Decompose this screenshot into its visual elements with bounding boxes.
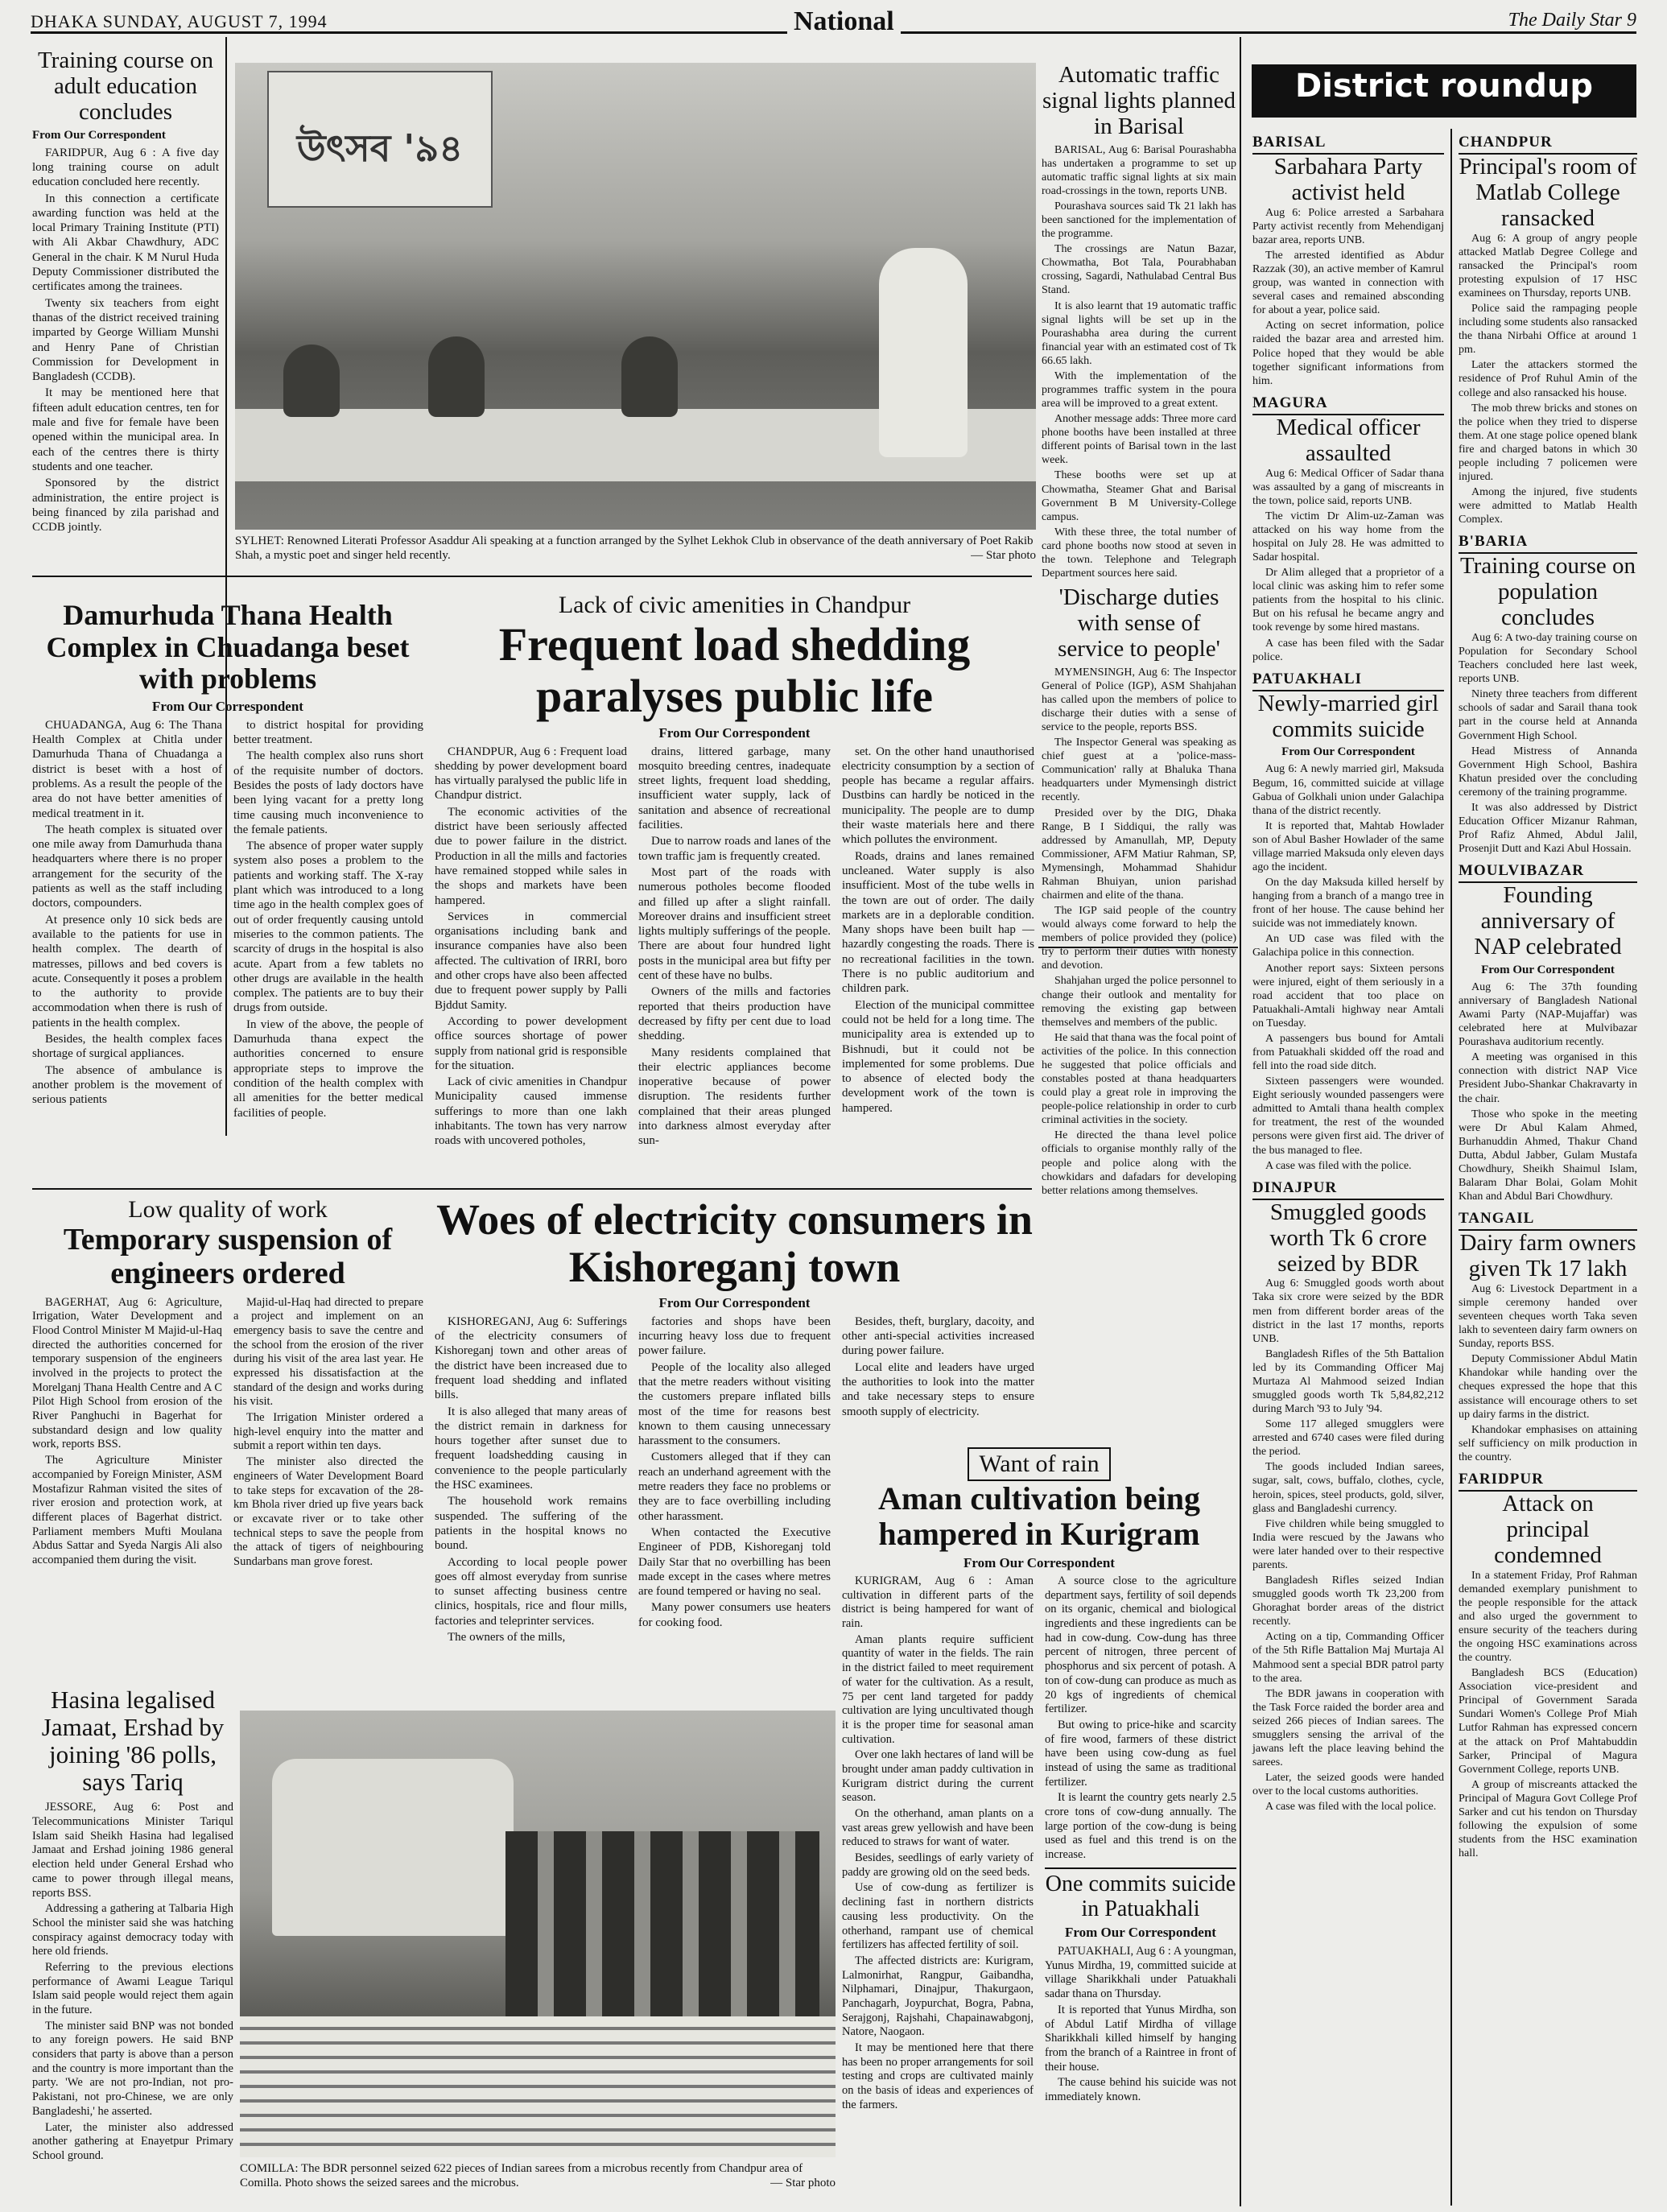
paragraph: BARISAL, Aug 6: Barisal Pourashabha has undertaken a programme to set up automatic traffic signal lights at six main road-crossings in the town, reports UNB. (1042, 143, 1236, 197)
article-body (1459, 1569, 1637, 1861)
paragraph: Many power consumers use heaters for cooking food. (638, 1601, 831, 1629)
headline: Hasina legalised Jamaat, Ershad by joining '86 polls, says Tariq (41, 1686, 225, 1797)
paragraph: It may be mentioned here that fifteen adult education centres, ten for male and five for female have been opened within the municipal area. In each of the centres there is thirty students and one teacher. (32, 386, 219, 473)
paragraph: When contacted the Executive Engineer of PDB, Kishoreganj told Daily Star that no overbilling has been made except in the cases where metres are found tempered or having no seal. (638, 1525, 831, 1599)
paragraph: A group of miscreants attacked the Principal of Magura Govt College Prof Sarker and cut his tendon on Thursday following the expulsion of some students from the HSC examination hall. (1459, 1778, 1637, 1860)
kicker-wrap (842, 1447, 1236, 1481)
photo-caption (240, 2161, 836, 2190)
paragraph: Twenty six teachers from eight thanas of the district received training imparted by George William Munshi and Henry Pane of Christian Commission for Development in Bangladesh (CCDB). (32, 296, 219, 384)
headline: Principal's room of Matlab College ransacked (1459, 154, 1637, 231)
person (621, 336, 678, 417)
headline: Smuggled goods worth Tk 6 crore seized by BDR (1269, 1199, 1427, 1277)
article-body (1459, 631, 1637, 856)
byline: From Our Correspondent (1481, 963, 1615, 976)
headline: Sarbahara Party activist held (1273, 154, 1423, 205)
paragraph: Sponsored by the district administration, the entire project is being financed by zila parishad and CCDB jointly. (32, 477, 219, 534)
paragraph: The minister said BNP was not bonded to any foreign powers. He said BNP considers that party is above than a person and the country is more important than the party. 'We are not pro-Indian, not pro-Pakistani, not pro-Chinese, we are only Bangladeshi,' he asserted. (32, 2019, 233, 2118)
paragraph: But owing to price-hike and scarcity of fire wood, farmers of these district have been using cow-dung as fuel instead of using the same as traditional fertilizer. (1045, 1718, 1236, 1789)
paragraph: Acting on secret information, police raided the bazar area and arrested him. Police hoped that they would be able together significant informations from him. (1252, 320, 1444, 387)
paragraph: In this connection a certificate awarding function was held at the local Primary Training Institute (PTI) with Ali Akbar Chawdhury, ADC General in the chair. K M Nurul Huda Deputy Commissioner distributed the certificates among the trainees. (32, 192, 219, 294)
paragraph: Another message adds: Three more card phone booths have been installed at three different points of Barisal town in the last week. (1042, 413, 1236, 467)
photo (240, 1711, 836, 2157)
paragraph: Election of the municipal committee could not be held for a long time. The municipality area is extended up to Bishnudi, but it could not be implemented for some problems. Due to absence of elected body the development work of the town is hampered. (842, 998, 1034, 1115)
paragraph: CHUADANGA, Aug 6: The Thana Health Complex at Chitla under Damurhuda Thana of Chuadanga a district is beset with a host of problems. As a result the people of the area do not have better amenities of medical treatment in it. (32, 718, 222, 820)
district-label: PATUAKHALI (1252, 671, 1444, 691)
paragraph: Roads, drains and lanes remained uncleaned. Water supply is also insufficient. Most of the tube wells in the town are out of order. The daily markets are in a deplorable condition. Many shops have been built hap — hazardly congesting the roads. There is no recreational facilities in the town. There is no public auditorium and children park. (842, 849, 1034, 996)
paragraph: The BDR jawans in cooperation with the Task Force raided the border area and seized 266 pieces of Indian sarees. The smugglers sensing the arrival of the jawans left the place leaving behind the sarees. (1252, 1687, 1444, 1769)
paragraph: It was also addressed by District Education Officer Mizanur Rahman, Prof Rafiz Ahmed, Abdul Jalil, Prosenjit Dutt and Kazi Abul Hossain. (1459, 801, 1637, 856)
caption-text: COMILLA: The BDR personnel seized 622 pieces of Indian sarees from a microbus recently from Chandpur area of Comilla. Photo shows the seized sarees and the microbus. (240, 2162, 803, 2189)
article-body (1459, 1282, 1637, 1464)
headline: Training course on population concludes (1459, 553, 1636, 631)
paragraph: It is also learnt that 19 automatic traffic signal lights will be set up in the Pourashabha area during the current financial year with an estimated cost of Tk 66.65 lakh. (1042, 299, 1236, 367)
headline: 'Discharge duties with sense of service to people' (1058, 584, 1220, 662)
paragraph: These booths were set up at Chowmatha, Steamer Ghat and Barisal Government B M University-College campus. (1042, 469, 1236, 523)
paragraph: The Agriculture Minister accompanied by Foreign Minister, ASM Mostafizur Rahman visited the sites of river erosion and protection work, at different places of Bagerhat district. Parliament members Mufti Moulana Abdus Sattar and Syeda Nargis Ali also accompanied them during the visit. (32, 1454, 222, 1566)
paragraph: drains, littered garbage, many mosquito breeding centres, inadequate street lights, frequent load shedding, insufficient water supply, lack of sanitation and absence of recreational facilities. (638, 745, 831, 832)
paragraph: Aug 6: Police arrested a Sarbahara Party activist recently from Mehendiganj bazar area, reports UNB. (1252, 206, 1444, 246)
section-rule (32, 1188, 1032, 1190)
headline: Newly-married girl commits suicide (1257, 690, 1439, 742)
paragraph: With the implementation of the programmes traffic system in the poura area will be improved to a great extent. (1042, 369, 1236, 411)
district-label: BARISAL (1252, 134, 1444, 155)
text-column (233, 1296, 423, 1571)
paragraph: Many residents complained that their electric appliances become inoperative because of power disruption. The residents further complained that their areas plunged into darkness almost everyday after sun- (638, 1046, 831, 1148)
paragraph: Aug 6: Medical Officer of Sadar thana was assaulted by a gang of miscreants in the town, police said, reports UNB. (1252, 467, 1444, 507)
article-hasina (32, 1686, 233, 2206)
paragraph: Use of cow-dung as fertilizer is declining fast in northern districts causing less productivity. On the otherhand, rampant use of chemical fertilizers has affected fertility of soil. (842, 1881, 1034, 1952)
paragraph: On the day Maksuda killed herself by hanging from a branch of a mango tree in front of her house. The cause behind her suicide was not immediately known. (1252, 877, 1444, 931)
headline: Damurhuda Thana Health Complex in Chuadanga beset with problems (46, 599, 410, 695)
paragraph: With these three, the total number of card phone booths now stood at seven in the town. Telephone and Telegraph Department sources here said. (1042, 526, 1236, 580)
paragraph: Customers alleged that if they can reach an underhand agreement with the metre readers they face no problems or they are to face overbilling including other harassment. (638, 1451, 831, 1523)
district-label: FARIDPUR (1459, 1471, 1637, 1492)
paragraph: Deputy Commissioner Abdul Matin Khandokar while handing over the cheques expressed the hope that this assistance will encourage others to set up dairy farms in the district. (1459, 1353, 1637, 1421)
paragraph: A case was filed with the police. (1265, 1159, 1412, 1172)
paragraph: PATUAKHALI, Aug 6 : A youngman, Yunus Mirdha, 19, committed suicide at village Sharikkhali under Patuakhali sadar thana on Thursday. (1045, 1945, 1236, 2001)
paragraph: The crossings are Natun Bazar, Chowmatha, Bot Tala, Pourabhaban crossing, Sagardi, Nathulabad Central Bus Stand. (1042, 243, 1236, 297)
article-training-adult (32, 48, 219, 572)
district-label: MAGURA (1252, 394, 1444, 415)
byline: From Our Correspondent (963, 1555, 1115, 1570)
paragraph: A source close to the agriculture department says, fertility of soil depends on its organic, chemical and biological ingredients and these ingredients can be had in cow-dung. Cow-dung has three percent of nitrogen, three percent of phosphorus and six percent of potash. A ton of cow-dung can produce as much as 20 kgs of ingredients of chemical fertilizer. (1045, 1574, 1236, 1716)
article-body (435, 745, 1034, 1150)
paragraph: to district hospital for providing better treatment. (233, 718, 423, 747)
paragraph: The owners of the mills, (448, 1631, 566, 1645)
paragraph: Those who spoke in the meeting were Dr Abul Kalam Ahmed, Burhanuddin Ahmed, Thakur Chand Dutta, Abdul Jabber, Gulam Mustafa Chowdhury, Sheikh Shaimul Islam, Balaram Dhar Bolai, Golam Mohit Khan and Abdul Bari Chowdhury. (1459, 1108, 1637, 1203)
person (428, 336, 485, 417)
paragraph: A case was filed with the local police. (1265, 1801, 1437, 1814)
paragraph: An UD case was filed with the Galachipa police in this connection. (1252, 933, 1444, 959)
section-rule (32, 576, 1032, 577)
paragraph: KURIGRAM, Aug 6 : Aman cultivation in different parts of the district is being hampered for want of rain. (842, 1574, 1034, 1631)
text-column (32, 1296, 222, 1571)
paragraph: Bangladesh Rifles of the 5th Battalion led by its Commanding Officer Maj Murtaza Al Mahmood seized Indian smuggled goods worth Tk 5,84,82,212 during March '93 to July '94. (1252, 1347, 1444, 1416)
article-body (1252, 762, 1444, 1172)
paragraph: CHANDPUR, Aug 6 : Frequent load shedding by power development board has virtually paralysed the public life in Chandpur district. (435, 745, 627, 803)
caption-text: SYLHET: Renowned Literati Professor Asaddur Ali speaking at a function arranged by the Sylhet Lekhok Club in observance of the death anniversary of Poet Rakib Shah, a mystic poet and singer held recently. (235, 534, 1034, 562)
paragraph: In a statement Friday, Prof Rahman demanded exemplary punishment to the people responsible for the attack and also urged the government to ensure security of the teachers during the ongoing HSC examinations across the country. (1459, 1569, 1637, 1665)
paragraph: He said that thana was the focal point of activities of the police. In this connection he suggested that police officials and constables posted at thana headquarters could play a great role in improving the people-police relationship in order to curb criminal activities in the society. (1042, 1031, 1236, 1127)
article-body (32, 146, 219, 535)
article-barisal-traffic (1042, 62, 1236, 1197)
paragraph: According to power development office sources shortage of power supply from national grid is responsible for the situation. (435, 1014, 627, 1072)
paragraph: The heath complex is situated over one mile away from Damurhuda thana headquarters where there is no proper arrangement for the security of the patients as well as the staff including doctors, compounders. (32, 823, 222, 910)
masthead (31, 6, 1636, 34)
paragraph: Later the attackers stormed the residence of Prof Ruhul Amin of the college and also ransacked his house. (1459, 359, 1637, 399)
byline: From Our Correspondent (32, 128, 166, 142)
paragraph: KISHOREGANJ, Aug 6: Sufferings of the electricity consumers of Kishoreganj town and other areas of the district have been increased due to frequent load shedding and inflated bills. (435, 1314, 627, 1402)
paragraph: Among the injured, five students were admitted to Matlab Health Complex. (1459, 486, 1637, 526)
paragraph: A meeting was organised in this connection with district NAP Vice President Jubo-Shankar Chakravarty in the chair. (1459, 1051, 1637, 1105)
section-title: National (787, 6, 901, 37)
person (283, 345, 340, 417)
article-body (1459, 232, 1637, 527)
microbus (272, 1759, 514, 1936)
paragraph: The cause behind his suicide was not immediately known. (1045, 2076, 1236, 2103)
text-column (638, 1314, 831, 1647)
paragraph: Dr Alim alleged that a proprietor of a local clinic was asking him to refer some patients from the hospital to his clinic. But on his refusal he became angry and took revenge by some hired mastans. (1252, 567, 1444, 634)
roundup-column-right (1459, 134, 1637, 2206)
article-body (32, 718, 423, 1122)
article-body (1459, 980, 1637, 1203)
headline: Frequent load shedding paralyses public life (498, 618, 971, 722)
text-column (32, 718, 222, 1122)
column-rule (1450, 129, 1452, 2206)
district-label: DINAJPUR (1252, 1179, 1444, 1200)
headline: Training course on adult education concludes (37, 47, 214, 125)
text-column (1045, 1574, 1236, 2114)
district-label: MOULVIBAZAR (1459, 862, 1637, 883)
paragraph: The health complex also runs short of the requisite number of doctors. Besides the posts of lady doctors have been lying vacant for a pretty long time causing much inconvenience to the female patients. (233, 749, 423, 836)
paragraph: Another report says: Sixteen persons were injured, eight of them seriously in a road accident that too place on Patuakhali-Amtali highway near Amtali on Tuesday. (1252, 962, 1444, 1030)
article-patuakhali-suicide (1045, 1867, 1236, 2105)
paragraph: Head Mistress of Annanda Government High School, Bashira Khatun presided over the concluding ceremony of the training programme. (1459, 745, 1637, 799)
article-chandpur-load (435, 592, 1034, 1183)
paragraph: BAGERHAT, Aug 6: Agriculture, Irrigation, Water Development and Flood Control Minister M Majid-ul-Haq directed the authorities concerned for temporary suspension of the engineers involved in the projects to protect the Morelganj Thana Health Centre and A C Pilot High School from erosion of the River Panghuchi in Bagerhat for substandard design and low quality work, reports BSS. (32, 1295, 222, 1451)
article-kurigram (842, 1447, 1236, 2208)
column-rule (1240, 37, 1241, 2206)
paragraph: The Irrigation Minister ordered a high-level enquiry into the matter and submit a report within ten days. (233, 1411, 423, 1453)
article-engineers (32, 1196, 423, 1643)
paragraph: Aman plants require sufficient quantity of water in the fields. The rain in the district failed to meet requirement of water for the cultivation. As a result, 75 per cent land targeted for paddy cultivation are lying uncultivated though it is the proper time for seasonal aman cultivation. (842, 1632, 1034, 1746)
speaker (879, 248, 968, 457)
paragraph: Addressing a gathering at Talbaria High School the minister said she was hatching conspiracy against democracy today with here old friends. (32, 1902, 233, 1958)
paragraph: The mob threw bricks and stones on the police when they tried to disperse them. At one stage police opened blank fire and charged batons in which 30 people including 7 policemen were injured. (1459, 402, 1637, 483)
paragraph: The absence of ambulance is another problem is the movement of serious patients (32, 1063, 222, 1107)
headline: Founding anniversary of NAP celebrated (1474, 882, 1622, 960)
byline: From Our Correspondent (152, 698, 303, 714)
paragraph: The household work remains suspended. The suffering of the patients in the hospital knows no bound. (435, 1495, 627, 1553)
byline: From Our Correspondent (658, 1294, 811, 1310)
headline: Medical officer assaulted (1276, 414, 1421, 466)
paragraph: In view of the above, the people of Damurhuda thana expect the authorities concerned to ensure appropriate steps to improve the condition of the health complex with all amenities for the better medical facilities of people. (233, 1017, 423, 1120)
photo-credit: — Star photo (770, 2177, 836, 2189)
byline: From Our Correspondent (658, 724, 811, 741)
article-body (1252, 1277, 1444, 1814)
paragraph: Besides, the health complex faces shortage of surgical appliances. (32, 1033, 222, 1061)
paper-logo: The Daily Star 9 (1508, 10, 1636, 31)
paragraph: The absence of proper water supply system also poses a problem to the patients and working staff. The X-ray plant which was introduced to a long time ago in the health complex goes of out of order frequently causing untold miseries to the common patients. The scarcity of drugs in the hospital is also acute. Apart from a few tablets no other drugs are available in the health complex. The patients are to buy their drugs from outside. (233, 840, 423, 1015)
article-body (1252, 206, 1444, 388)
paragraph: Later, the seized goods were handed over to the local customs authorities. (1252, 1772, 1444, 1798)
paragraph: The Inspector General was speaking as chief guest at a 'police-mass-Communication' rally at Bhaluka Thana headquarters under Mymensingh district recently. (1042, 737, 1236, 804)
saree-stacks (240, 2016, 836, 2157)
dateline: DHAKA SUNDAY, AUGUST 7, 1994 (31, 11, 328, 31)
paragraph: MYMENSINGH, Aug 6: The Inspector General of Police (IGP), ASM Shahjahan has called upon the members of police to discharge their duties with a sense of service to the people, reports BSS. (1042, 666, 1236, 734)
district-label: CHANDPUR (1459, 134, 1637, 155)
article-body (1252, 467, 1444, 664)
article-body (1042, 666, 1236, 1198)
district-label: TANGAIL (1459, 1210, 1637, 1231)
paragraph: Services in commercial organisations including bank and insurance companies have also been affected. The cultivation of IRRI, boro and other crops have also been affected due to frequent power supply by Palli Bjddut Samity. (435, 910, 627, 1012)
article-body (32, 1296, 423, 1571)
paragraph: Aug 6: Livestock Department in a simple ceremony handed over seventeen cheques worth Taka seven lakh to seventeen dairy farm owners on Sunday, reports BSS. (1459, 1282, 1637, 1351)
paragraph: Bangladesh BCS (Education) Association vice-president and Principal of Government Sarada Sundari Women's College Prof Miah Lutfor Rahman has expressed concern at the attack on Prof Mahtabuddin Sarker, Principal of Magura Government College, reports UNB. (1459, 1667, 1637, 1776)
paragraph: The victim Dr Alim-uz-Zaman was attacked on his way home from the hospital on July 28. He was admitted to Sadar hospital. (1252, 510, 1444, 564)
paragraph: The IGP said people of the country would always come forward to help the members of police provided they (police) try to perform their duties with honesty and devotion. (1042, 905, 1236, 972)
headline: Woes of electricity consumers in Kishoreganj town (436, 1195, 1033, 1292)
photo-sylhet (235, 63, 1036, 570)
paragraph: He directed the thana level police officials to organise monthly rally of the people and police along with the chowkidars and dafadars for developing better relations among themselves. (1042, 1129, 1236, 1197)
article-body (842, 1574, 1236, 2114)
byline: From Our Correspondent (1281, 745, 1415, 759)
paragraph: factories and shops have been incurring heavy loss due to frequent power failure. (638, 1314, 831, 1358)
headline: Aman cultivation being hampered in Kurigram (877, 1480, 1201, 1552)
text-column (842, 745, 1034, 1150)
paragraph: Shahjahan urged the police personnel to change their outlook and mentality for removing the existing gap between themselves and members of the public. (1042, 975, 1236, 1029)
text-column (842, 1574, 1034, 2114)
paragraph: Aug 6: A group of angry people attacked Matlab Degree College and ransacked the Principal's room protesting expulsion of 17 HSC examinees on Thursday, reports UNB. (1459, 232, 1637, 299)
paragraph: It may be mentioned here that there has been no proper arrangements for soil testing and crops are cultivated mainly on the basis of ideas and experiences of the farmers. (842, 2041, 1034, 2111)
paragraph: Pourashava sources said Tk 21 lakh has been sanctioned for the implementation of the programme. (1042, 200, 1236, 241)
headline: Dairy farm owners given Tk 17 lakh (1459, 1230, 1636, 1282)
headline: Attack on principal condemned (1494, 1490, 1602, 1568)
byline: From Our Correspondent (1065, 1925, 1216, 1941)
paragraph: Ninety three teachers from different schools of sadar and Sarail thana took part in the course held at Annanda Government High School. (1459, 688, 1637, 742)
photo-credit: — Star photo (971, 549, 1036, 562)
photo-comilla (240, 1711, 836, 2206)
paragraph: On the otherhand, aman plants on a vast areas grew yellowish and have been reduced to straws for want of water. (842, 1807, 1034, 1849)
paragraph: A passengers bus bound for Amtali from Patuakhali skidded off the road and fell into the road side ditch. (1252, 1032, 1444, 1073)
paragraph: Sixteen passengers were wounded. Eight seriously wounded passengers were admitted to Amtali thana health complex for treatment, the rest of the wounded persons were given first aid. The driver of the bus managed to flee. (1252, 1075, 1444, 1157)
paragraph: Khandokar emphasises on attaining self sufficiency on milk production in the country. (1459, 1423, 1637, 1463)
paragraph: The arrested identified as Abdur Razzak (30), an active member of Kamrul group, was wanted in connection with several cases and remained absconding for about a year, police said. (1252, 250, 1444, 317)
paragraph: A case has been filed with the Sadar police. (1252, 637, 1444, 663)
paragraph: It is reported that Yunus Mirdha, son of Abdul Latif Mirdha of village Sharikkhali killed himself by hanging from the branch of a Raintree in front of their house. (1045, 2003, 1236, 2074)
paragraph: It is reported that, Mahtab Howlader son of Abul Basher Howlader of the same village married Maksuda only eleven days ago the incident. (1252, 819, 1444, 873)
paragraph: Acting on a tip, Commanding Officer of the 5th Rifle Battalion Maj Murtaja Al Mahmood sent a special BDR patrol party to the area. (1252, 1631, 1444, 1685)
kicker: Want of rain (968, 1447, 1110, 1481)
paragraph: The economic activities of the district have been seriously affected due to power failure in the district. Production in all the mills and factories have remained stopped while sales in the shops and markets have been hampered. (435, 805, 627, 907)
text-column (233, 718, 423, 1122)
paragraph: Most part of the roads with numerous potholes become flooded and filled up after a slight rainfall. Moreover drains and insufficient street lights multiply sufferings of the people. There are about four hundred light posts in the municipal area but fifty per cent of these have no bulbs. (638, 865, 831, 983)
paragraph: Besides, seedlings of early variety of paddy are growing old on the seed beds. (842, 1851, 1034, 1879)
photo (235, 63, 1036, 530)
paragraph: At presence only 10 sick beds are available to the patients for use in health complex. The dearth of matresses, pillows and bed covers is acute. Consequently it poses a problem to the authority to provide accommodation when there is rush of patients in the health complex. (32, 913, 222, 1030)
personnel-row (505, 1831, 819, 2016)
paragraph: It is also alleged that many areas of the district remain in darkness for hours together after sunset due to frequent loadshedding causing in convenience to the people particularly the HSC examinees. (435, 1405, 627, 1492)
kicker: Low quality of work (128, 1196, 328, 1223)
paragraph: People of the locality also alleged that the metre readers without visiting the customers prepare inflated bills most of the time for reasons best known to them causing unnecessary harassment to the consumers. (638, 1360, 831, 1448)
photo-caption (235, 534, 1036, 563)
paragraph: It is learnt the country gets nearly 2.5 crore tons of cow-dung annually. The large portion of the cow-dung is being used as fuel and this trend is on the increase. (1045, 1791, 1236, 1862)
paragraph: Aug 6: Smuggled goods worth about Taka six crore were seized by the BDR men from different border areas of the district in the last 17 months, reports UNB. (1252, 1277, 1444, 1345)
paragraph: Referring to the previous elections performance of Awami League Tariqul Islam said people would reject them again in the future. (32, 1960, 233, 2016)
paragraph: The goods included Indian sarees, sugar, salt, cows, buffalo, clothes, cycle, heroin, spices, steel products, gold, silver, glass and Bangladeshi currency. (1252, 1461, 1444, 1515)
paragraph: Aug 6: The 37th founding anniversary of Bangladesh National Awami Party (NAP-Mujaffar) was celebrated here at Mulvibazar Pourashava auditorium recently. (1459, 980, 1637, 1049)
paragraph: Police said the rampaging people including some students also ransacked the thana Nirbahi Office at around 1 pm. (1459, 303, 1637, 357)
kicker: Lack of civic amenities in Chandpur (558, 592, 911, 618)
text-column (435, 745, 627, 1150)
paragraph: Over one lakh hectares of land will be brought under aman paddy cultivation in Kurigram district during the current season. (842, 1748, 1034, 1805)
paragraph: Lack of civic amenities in Chandpur Municipality caused immense sufferings to more than one lakh inhabitants. The town has very narrow roads with uncovered potholes, (435, 1075, 627, 1148)
paragraph: The affected districts are: Kurigram, Lalmonirhat, Rangpur, Gaibandha, Nilphamari, Dinajpur, Thakurgaon, Panchagarh, Joypurchat, Bogra, Pabna, Serajgonj, Rajshahi, Chapainawabgonj, Natore, Naogaon. (842, 1954, 1034, 2039)
banner-sign: উৎসব '৯৪ (267, 71, 493, 208)
headline: One commits suicide in Patuakhali (1045, 1871, 1236, 1921)
paragraph: Bangladesh Rifles seized Indian smuggled goods worth Tk 23,200 from Ghoraghat border areas of the district recently. (1252, 1574, 1444, 1628)
paragraph: Local elite and leaders have urged the authorities to look into the matter and take necessary steps to ensure smooth supply of electricity. (842, 1360, 1034, 1418)
headline: Temporary suspension of engineers ordered (63, 1223, 393, 1290)
article-damurhuda (32, 600, 423, 1183)
paragraph: Majid-ul-Haq had directed to prepare a project and implement on an emergency basis to save the centre and the school from the erosion of the river during his visit of the area last year. He expressed his dissatisfaction at the standard of the design and works during his visit. (233, 1295, 423, 1409)
article-body (32, 1801, 233, 2163)
paragraph: JESSORE, Aug 6: Post and Telecommunications Minister Tariqul Islam said Sheikh Hasina had legalised Jamaat and Ershad joining 1986 general election held under General Ershad who came to power through illegal means, reports BSS. (32, 1801, 233, 1900)
paragraph: Aug 6: A newly married girl, Maksuda Begum, 16, committed suicide at village Gabua of Golkhali union under Galachipa thana of the district recently. (1252, 763, 1444, 817)
district-label: B'BARIA (1459, 533, 1637, 554)
paragraph: FARIDPUR, Aug 6 : A five day long training course on adult education concluded here recently. (32, 146, 219, 189)
text-column (435, 1314, 627, 1647)
paragraph: The minister also directed the engineers of Water Development Board to take steps for excavation of the 28-km Bhola river dried up five years back or excavate river or to take other technical steps to save the people from the attack of tigers of neighbouring Sundarbans man grove forest. (233, 1455, 423, 1568)
paragraph: Owners of the mills and factories reported that theirs production have decreased by fifty per cent due to load shedding. (638, 985, 831, 1043)
paragraph: Presided over by the DIG, Dhaka Range, B I Siddiqui, the rally was addressed by Amanullah, MP, Deputy Commissioner, AFM Matiur Rahman, SP, Mymensingh, Mohammad Shahidur Rahman Bhuiyan, union parishad chairmen and elite of the thana. (1042, 807, 1236, 902)
district-roundup-banner: District roundup (1252, 64, 1636, 118)
roundup-column-left (1252, 134, 1444, 2206)
text-column (638, 745, 831, 1150)
headline: Automatic traffic signal lights planned in Barisal (1042, 62, 1236, 139)
paragraph: set. On the other hand unauthorised electricity consumption by a section of people has became a regular affairs. Dustbins can hardly be noticed in the municipality. The people are to dump their waste materials here and there which pollutes the environment. (842, 745, 1034, 847)
paragraph: Some 117 alleged smugglers were arrested and 6740 cases were filed during the period. (1252, 1418, 1444, 1459)
article-body (1042, 143, 1236, 580)
paragraph: Later, the minister also addressed another gathering at Enayetpur Primary School ground. (32, 2120, 233, 2162)
paragraph: Due to narrow roads and lanes of the town traffic jam is frequently created. (638, 835, 831, 863)
paragraph: According to local people power goes off almost everyday from sunrise to sunset affecting business centre clinics, hospitals, rice and flour mills, factories and teleprinter services. (435, 1555, 627, 1628)
paragraph: Besides, theft, burglary, dacoity, and other anti-special activities increased during power failure. (842, 1314, 1034, 1358)
paragraph: Aug 6: A two-day training course on Population for Secondary School Teachers concluded here last week, reports UNB. (1459, 631, 1637, 686)
paragraph: Five children while being smuggled to India were rescued by the Jawans who were later handed over to their respective parents. (1252, 1517, 1444, 1571)
